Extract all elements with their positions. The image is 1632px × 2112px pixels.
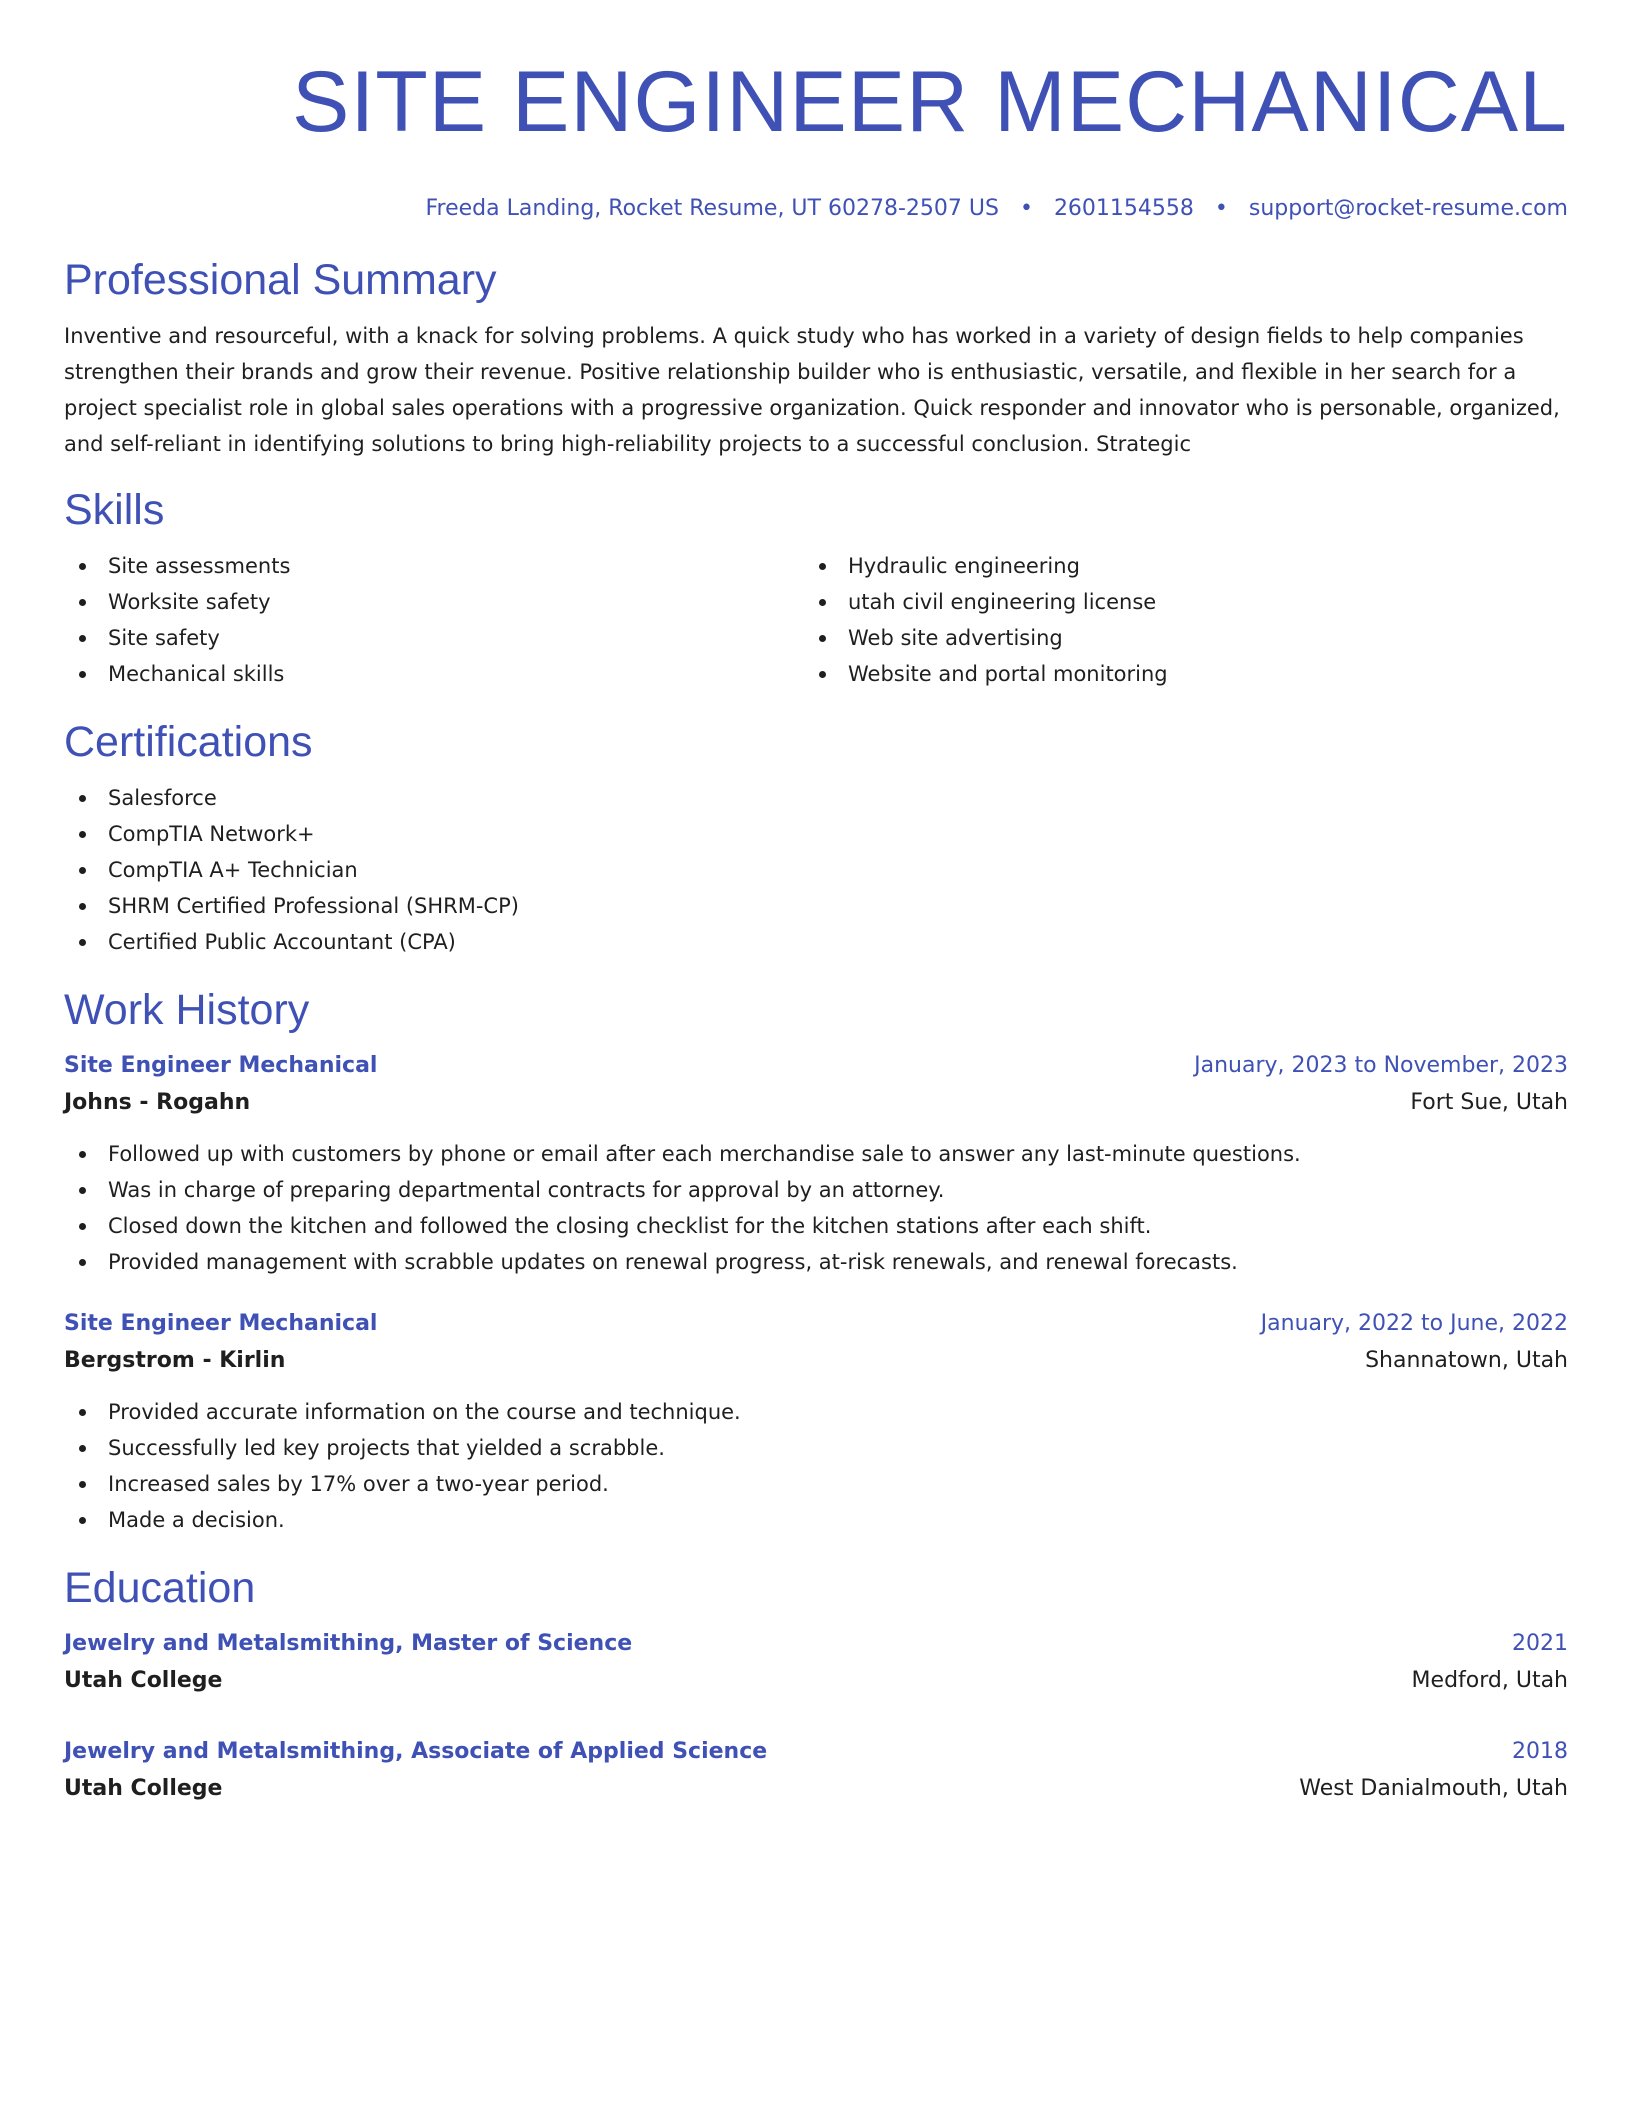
section-heading-work-history: Work History	[64, 986, 310, 1034]
certification-item: Salesforce	[64, 780, 1568, 816]
contact-line	[64, 194, 1568, 224]
resume-title: SITE ENGINEER MECHANICAL	[292, 54, 1568, 150]
job-duty-item: Provided management with scrabble updates on renewal progress, at-risk renewals, and renewal forecasts.	[64, 1244, 1568, 1280]
job-duty-item: Followed up with customers by phone or email after each merchandise sale to answer any last-minute questions.	[64, 1136, 1568, 1172]
education-school: Utah College	[64, 1668, 223, 1693]
job-title: Site Engineer Mechanical	[64, 1311, 378, 1336]
skill-item: Hydraulic engineering	[804, 548, 1544, 584]
education-header-row	[64, 1734, 1568, 1770]
education-header-row	[64, 1626, 1568, 1662]
job-company: Johns - Rogahn	[64, 1090, 251, 1115]
section-heading-certifications: Certifications	[64, 718, 313, 766]
certification-item: CompTIA Network+	[64, 816, 1568, 852]
certification-item: Certified Public Accountant (CPA)	[64, 924, 1568, 960]
work-history-section	[64, 984, 1568, 1538]
job-duties-list	[64, 1136, 1568, 1280]
education-degree: Jewelry and Metalsmithing, Master of Science	[64, 1631, 633, 1656]
job-duty-item: Successfully led key projects that yielded a scrabble.	[64, 1430, 1568, 1466]
skill-item: Worksite safety	[64, 584, 804, 620]
job-dates: January, 2022 to June, 2022	[1260, 1311, 1568, 1336]
education-school-row	[64, 1770, 1568, 1808]
job-duties-list	[64, 1394, 1568, 1538]
section-heading-education: Education	[64, 1564, 256, 1612]
skill-item: Website and portal monitoring	[804, 656, 1544, 692]
job-dates: January, 2023 to November, 2023	[1194, 1053, 1568, 1078]
certifications-section	[64, 716, 1568, 960]
contact-phone: 2601154558	[1053, 196, 1194, 221]
job-title: Site Engineer Mechanical	[64, 1053, 378, 1078]
job-entry	[64, 1048, 1568, 1280]
contact-separator: •	[1214, 196, 1228, 221]
summary-text: Inventive and resourceful, with a knack for solving problems. A quick study who has worked in a variety of design fields to help companies strengthen their brands and grow their revenue. Positive relationship builder who is enthusiastic, versatile, and flexible in her search for a project specialist role in global sales operations with a progressive organization. Quick responder and innovator who is personable, organized, and self-reliant in identifying solutions to bring high-reliability projects to a successful conclusion. Strategic	[64, 324, 1560, 456]
skill-item: Mechanical skills	[64, 656, 804, 692]
education-entry	[64, 1734, 1568, 1808]
education-year: 2018	[1512, 1739, 1568, 1764]
certification-item: CompTIA A+ Technician	[64, 852, 1568, 888]
education-section	[64, 1562, 1568, 1808]
education-entry	[64, 1626, 1568, 1700]
job-header-row	[64, 1306, 1568, 1342]
education-school-row	[64, 1662, 1568, 1700]
job-location: Shannatown, Utah	[1365, 1348, 1568, 1373]
contact-separator: •	[1019, 196, 1033, 221]
education-location: Medford, Utah	[1411, 1668, 1568, 1693]
job-duty-item: Closed down the kitchen and followed the closing checklist for the kitchen stations after each shift.	[64, 1208, 1568, 1244]
skill-item: Site assessments	[64, 548, 804, 584]
job-duty-item: Provided accurate information on the course and technique.	[64, 1394, 1568, 1430]
skill-item: Web site advertising	[804, 620, 1544, 656]
section-heading-summary: Professional Summary	[64, 256, 497, 304]
skills-list-right	[804, 548, 1544, 692]
education-school: Utah College	[64, 1776, 223, 1801]
skills-grid	[64, 548, 1568, 692]
section-heading-skills: Skills	[64, 486, 165, 534]
skill-item: Site safety	[64, 620, 804, 656]
job-duty-item: Made a decision.	[64, 1502, 1568, 1538]
education-year: 2021	[1512, 1631, 1568, 1656]
certification-item: SHRM Certified Professional (SHRM-CP)	[64, 888, 1568, 924]
job-company-row	[64, 1342, 1568, 1380]
job-company-row	[64, 1084, 1568, 1122]
education-degree: Jewelry and Metalsmithing, Associate of Applied Science	[64, 1739, 768, 1764]
skill-item: utah civil engineering license	[804, 584, 1544, 620]
summary-section	[64, 254, 1568, 462]
contact-email[interactable]: support@rocket-resume.com	[1248, 196, 1568, 221]
job-entry	[64, 1306, 1568, 1538]
education-location: West Danialmouth, Utah	[1299, 1776, 1568, 1801]
job-header-row	[64, 1048, 1568, 1084]
contact-address: Freeda Landing, Rocket Resume, UT 60278-2507 US	[425, 196, 999, 221]
certifications-list	[64, 780, 1568, 960]
job-location: Fort Sue, Utah	[1410, 1090, 1568, 1115]
job-duty-item: Increased sales by 17% over a two-year period.	[64, 1466, 1568, 1502]
job-company: Bergstrom - Kirlin	[64, 1348, 286, 1373]
skills-list-left	[64, 548, 804, 692]
skills-section	[64, 484, 1568, 692]
job-duty-item: Was in charge of preparing departmental contracts for approval by an attorney.	[64, 1172, 1568, 1208]
